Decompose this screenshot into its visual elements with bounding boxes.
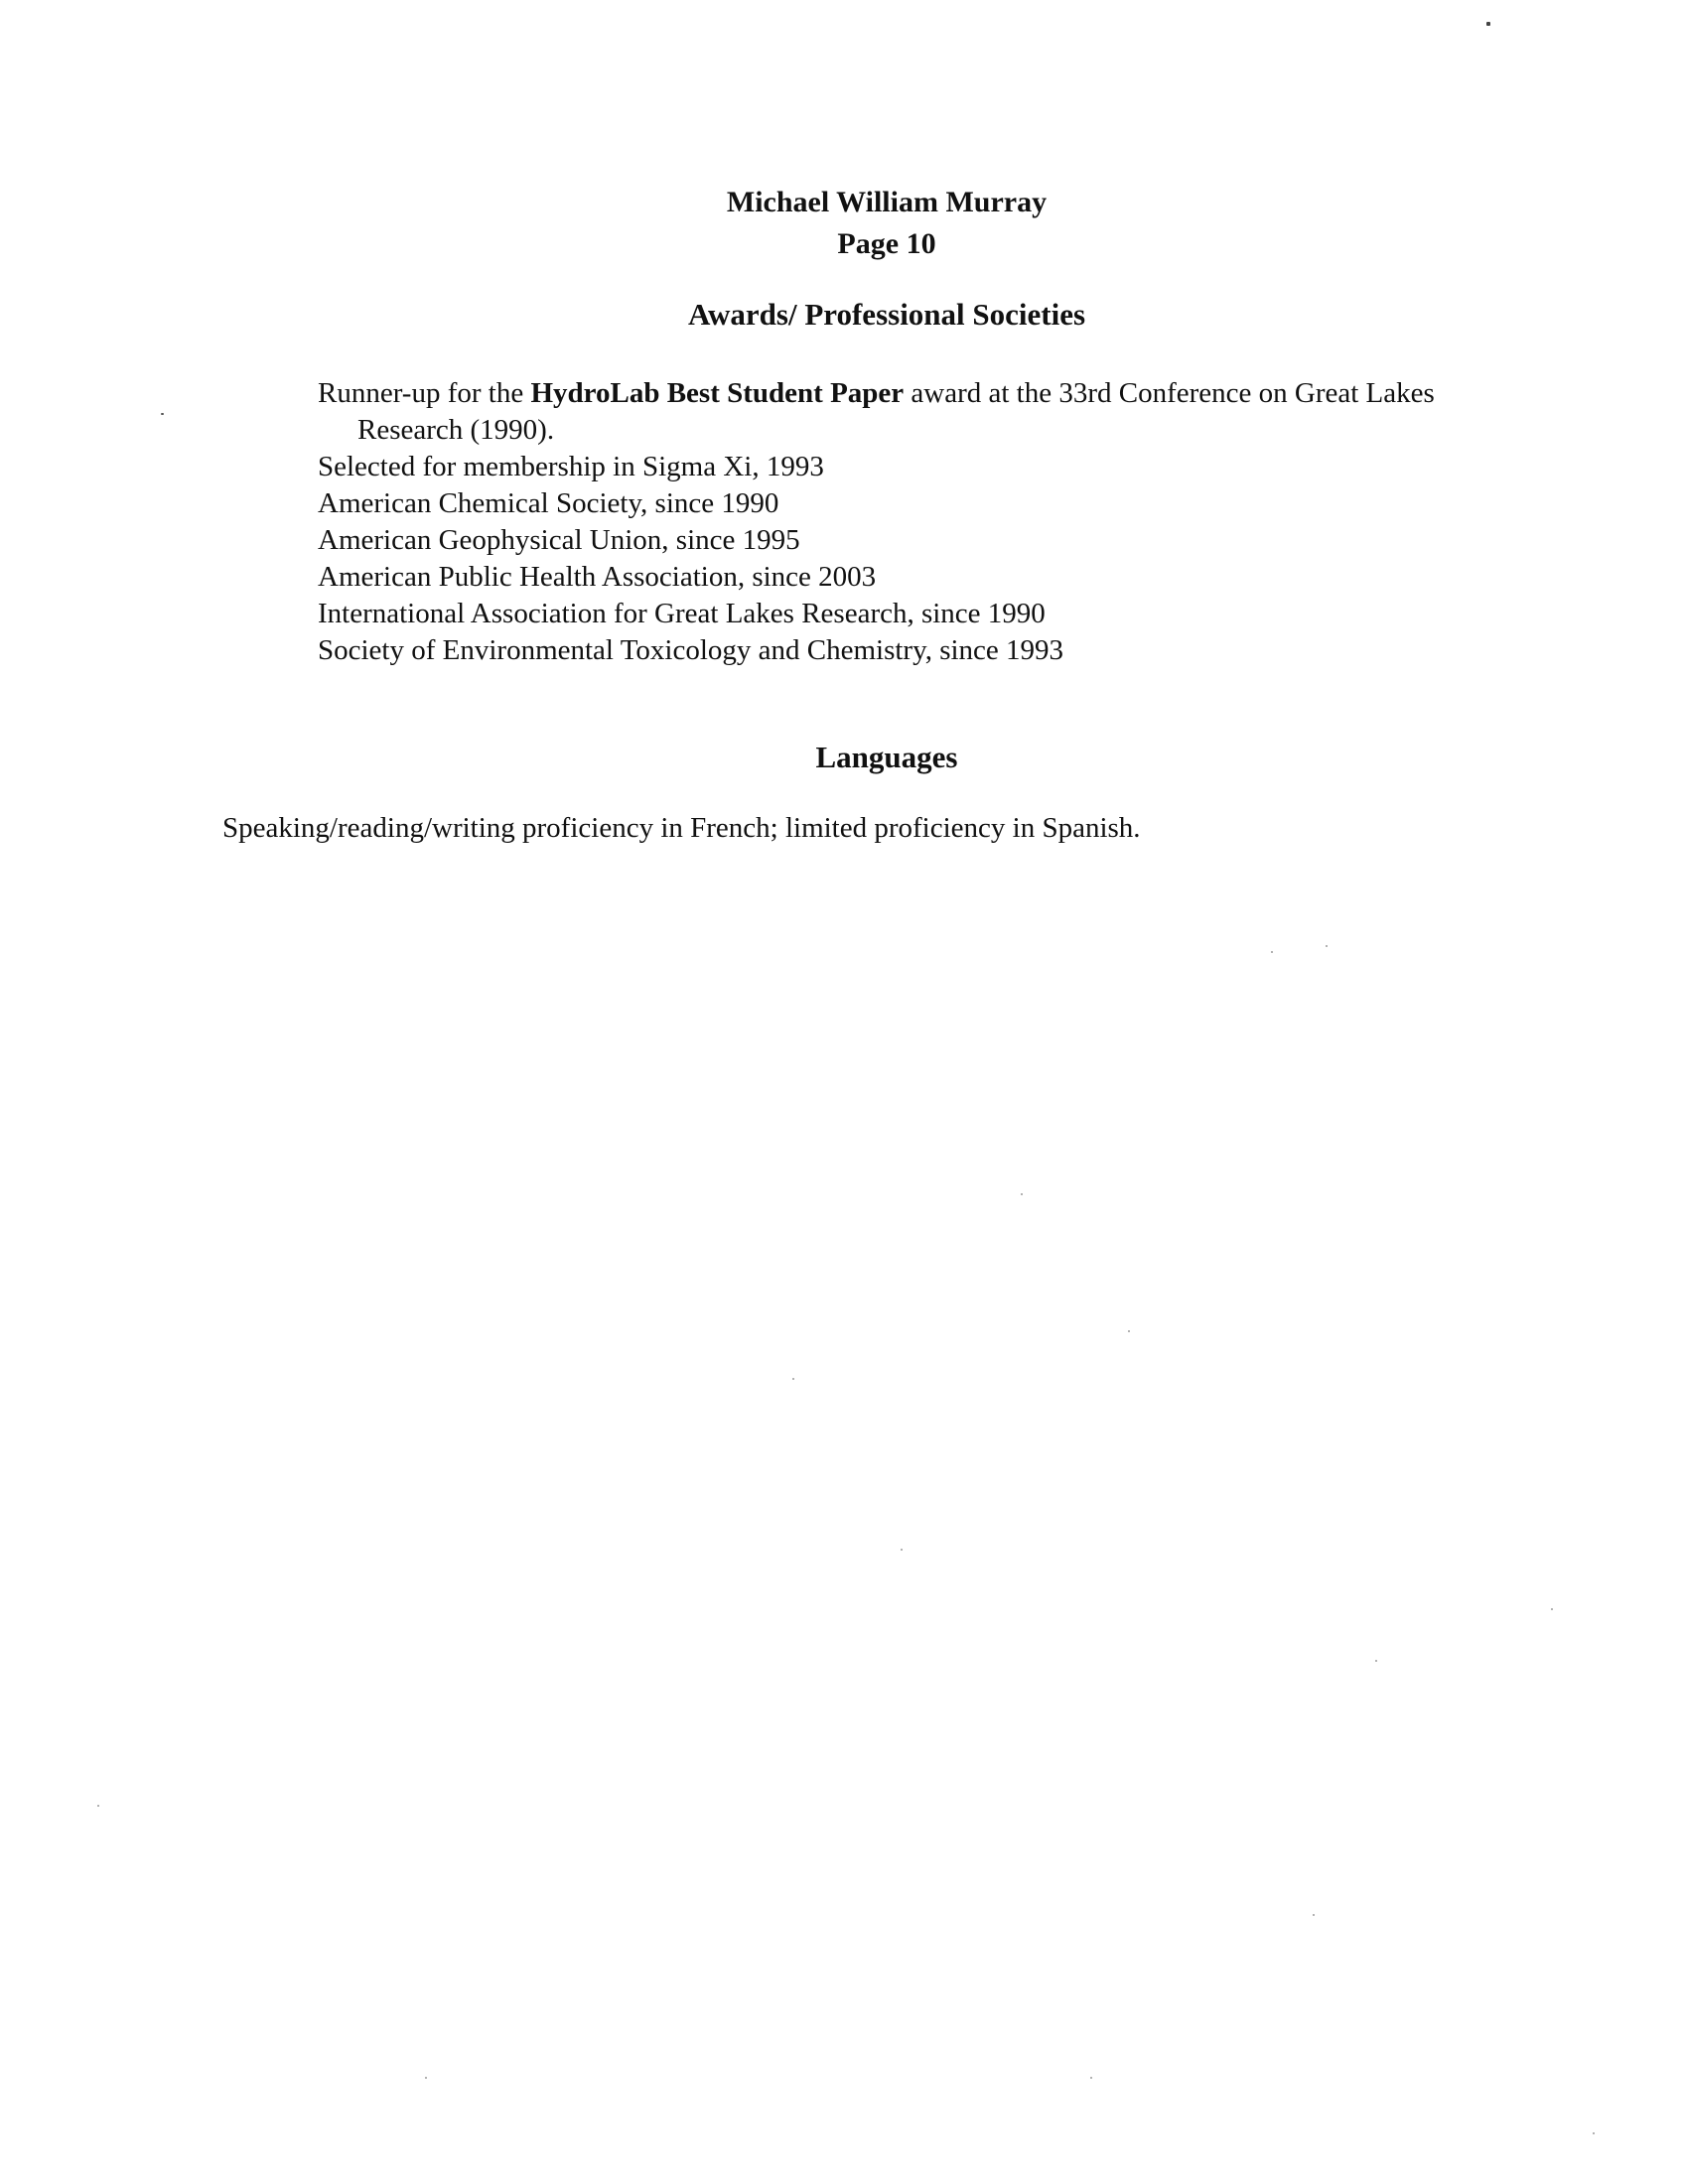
scan-speck [1313, 1914, 1315, 1916]
languages-text: Speaking/reading/writing proficiency in French; limited proficiency in Spanish. [222, 812, 1141, 844]
scan-speck [1593, 2132, 1595, 2134]
society-entry: American Public Health Association, since 2003 [318, 561, 877, 593]
award-entry-suffix: award at the 33rd Conference on Great Lakes Research (1990). [357, 377, 1435, 446]
scan-speck [1375, 1660, 1377, 1662]
society-entry: Society of Environmental Toxicology and Chemistry, since 1993 [318, 634, 1064, 666]
awards-list [318, 375, 1440, 669]
scan-speck [901, 1549, 903, 1551]
scan-speck [425, 2077, 427, 2079]
scan-speck [97, 1805, 99, 1807]
scan-speck [1021, 1193, 1023, 1195]
scan-speck [1486, 22, 1490, 26]
scan-speck [1128, 1330, 1130, 1332]
page-number: Page 10 [837, 227, 936, 260]
languages-section-heading: Languages [815, 740, 958, 774]
society-entry: American Geophysical Union, since 1995 [318, 524, 800, 556]
scan-speck [1326, 945, 1328, 947]
scan-speck [1090, 2077, 1092, 2079]
scan-speck [1551, 1608, 1553, 1610]
society-entry: International Association for Great Lakes Research, since 1990 [318, 598, 1046, 629]
scan-speck [161, 413, 164, 415]
document-author-name: Michael William Murray [726, 186, 1048, 218]
award-name: HydroLab Best Student Paper [530, 377, 905, 409]
awards-section-heading: Awards/ Professional Societies [687, 297, 1086, 332]
award-entry-hydrolab [318, 375, 1440, 449]
society-entry: Selected for membership in Sigma Xi, 1993 [318, 451, 824, 482]
scan-speck [1271, 951, 1273, 953]
society-entry: American Chemical Society, since 1990 [318, 487, 779, 519]
award-entry-prefix: Runner-up for the [318, 377, 531, 409]
scan-speck [792, 1378, 794, 1380]
